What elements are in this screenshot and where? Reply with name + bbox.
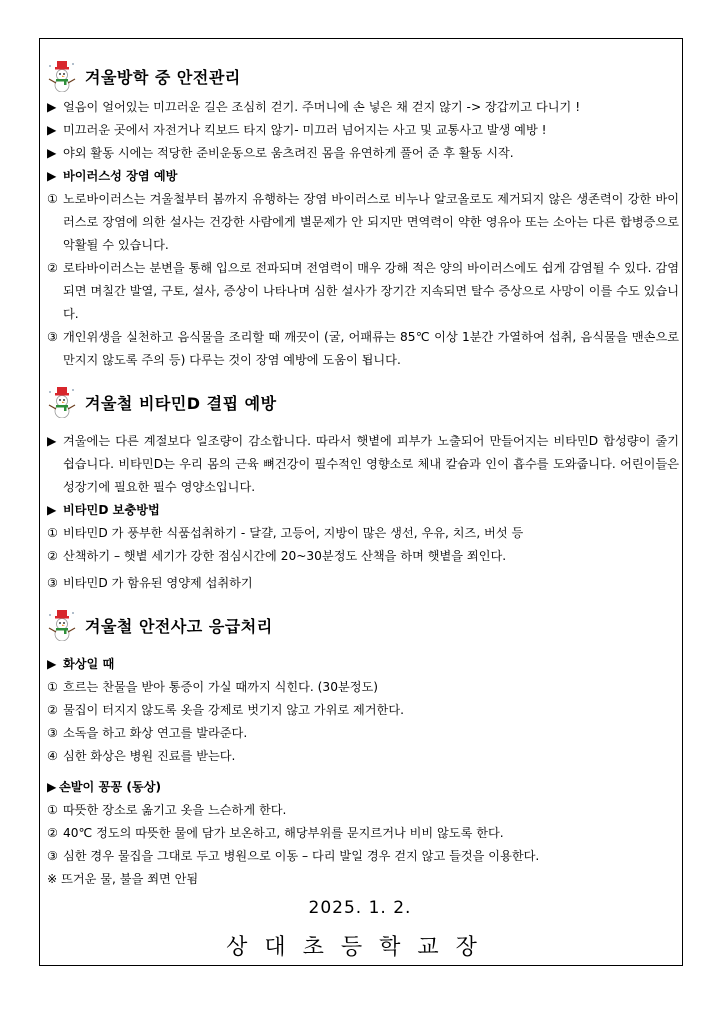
numbered-item	[47, 545, 679, 568]
number-marker: ③	[47, 849, 58, 863]
warning-note: ※ 뜨거운 물, 불을 쬐면 안됨	[47, 872, 199, 886]
snowman-icon	[47, 60, 77, 92]
item-text: 물집이 터지지 않도록 옷을 강제로 벗기지 않고 가위로 제거한다.	[63, 703, 404, 717]
section-title: 겨울철 안전사고 응급처리	[85, 616, 273, 636]
item-text: 따뜻한 장소로 옮기고 옷을 느슨하게 한다.	[63, 803, 287, 817]
bullet-marker: ▶	[47, 434, 57, 448]
subheading-text: 바이러스성 장염 예방	[63, 169, 178, 183]
numbered-item	[47, 799, 679, 822]
numbered-item	[47, 845, 679, 868]
number-marker: ②	[47, 703, 58, 717]
item-text: 40℃ 정도의 따뜻한 물에 담가 보온하고, 해당부위를 문지르거나 비비 않도록 한다.	[63, 826, 504, 840]
number-marker: ③	[47, 726, 58, 740]
subheading-text: 비타민D 보충방법	[63, 503, 160, 517]
bullet-text: 미끄러운 곳에서 자전거나 킥보드 타지 않기- 미끄러 넘어지는 사고 및 교통사고 발생 예방 !	[63, 123, 547, 137]
principal-signature: 상대초등학교장	[226, 935, 494, 960]
numbered-item	[47, 188, 679, 257]
numbered-item	[47, 522, 679, 545]
numbered-item	[47, 822, 679, 845]
section-vitamin-d	[47, 386, 679, 418]
bullet-marker: ▶	[47, 657, 57, 671]
subheading	[47, 165, 679, 188]
subheading	[47, 499, 679, 522]
item-text: 노로바이러스는 겨울철부터 봄까지 유행하는 장염 바이러스로 비누나 알코올로도 제거되지 않은 생존력이 강한 바이러스로 장염에 의한 설사는 건강한 사람에게 별문제가 안 되지만 면역력이 약한 영유아 또는 소아는 다른 합병증으로 악활될 수 있습니다.	[63, 192, 679, 252]
number-marker: ①	[47, 680, 58, 694]
item-text: 흐르는 찬물을 받아 통증이 가실 때까지 식힌다. (30분정도)	[63, 680, 379, 694]
snowman-icon	[47, 609, 77, 641]
snowman-icon	[47, 386, 77, 418]
bullet-text: 겨울에는 다른 계절보다 일조량이 감소합니다. 따라서 햇볕에 피부가 노출되어 만들어지는 비타민D 합성량이 줄기 쉽습니다. 비타민D는 우리 몸의 근육 뼈건강이 필수적인 영향소로 체내 칼슘과 인이 흡수를 도와줍니다. 어린이들은 성장기에 필요한 필수 영양소입니다.	[63, 434, 679, 494]
section-title: 겨울철 비타민D 결핍 예방	[85, 393, 277, 413]
section-title: 겨울방학 중 안전관리	[85, 67, 241, 87]
bullet-item	[47, 119, 679, 142]
issue-date: 2025. 1. 2.	[308, 898, 412, 918]
bullet-marker: ▶	[47, 100, 57, 114]
numbered-item	[47, 257, 679, 326]
item-text: 심한 경우 물집을 그대로 두고 병원으로 이동 – 다리 발일 경우 걷지 않고 들것을 이용한다.	[63, 849, 540, 863]
bullet-item	[47, 430, 679, 499]
number-marker: ③	[47, 330, 58, 344]
bullet-text: 야외 활동 시에는 적당한 준비운동으로 움츠려진 몸을 유연하게 풀어 준 후 활동 시작.	[63, 146, 514, 160]
item-text: 비타민D 가 풍부한 식품섭취하기 - 달걀, 고등어, 지방이 많은 생선, 우유, 치즈, 버섯 등	[63, 526, 524, 540]
number-marker: ①	[47, 192, 58, 206]
numbered-item	[47, 722, 679, 745]
subheading-text: 화상일 때	[63, 657, 115, 671]
number-marker: ②	[47, 261, 58, 275]
numbered-item	[47, 676, 679, 699]
bullet-marker: ▶	[47, 503, 57, 517]
numbered-item	[47, 699, 679, 722]
bullet-item	[47, 142, 679, 165]
item-text: 비타민D 가 함유된 영양제 섭취하기	[63, 576, 253, 590]
number-marker: ②	[47, 826, 58, 840]
item-text: 소독을 하고 화상 연고를 발라준다.	[63, 726, 248, 740]
item-text: 로타바이러스는 분변을 통해 입으로 전파되며 전염력이 매우 강해 적은 양의 바이러스에도 쉽게 감염될 수 있다. 감염되면 며칠간 발열, 구토, 설사, 증상이 나타나며 심한 설사가 장기간 지속되면 탈수 증상으로 사망이 이를 수도 있습니다.	[63, 261, 679, 321]
numbered-item	[47, 572, 679, 595]
bullet-marker: ▶	[47, 169, 57, 183]
document-body	[47, 60, 679, 891]
numbered-item	[47, 326, 679, 372]
item-text: 심한 화상은 병원 진료를 받는다.	[63, 749, 236, 763]
number-marker: ③	[47, 576, 58, 590]
subheading-burn	[47, 653, 679, 676]
section-winter-vacation-safety	[47, 60, 679, 92]
bullet-marker: ▶	[47, 146, 57, 160]
bullet-item	[47, 96, 679, 119]
bullet-text: 얼음이 얼어있는 미끄러운 길은 조심히 걷기. 주머니에 손 넣은 채 걷지 않기 -> 장갑끼고 다니기 !	[63, 100, 581, 114]
item-text: 산책하기 – 햇볕 세기가 강한 점심시간에 20~30분정도 산책을 하며 햇볕을 쬐인다.	[63, 549, 507, 563]
bullet-marker: ▶	[47, 123, 57, 137]
number-marker: ①	[47, 803, 58, 817]
number-marker: ②	[47, 549, 58, 563]
numbered-item	[47, 745, 679, 768]
item-text: 개인위생을 실천하고 음식물을 조리할 때 깨끗이 (굴, 어패류는 85℃ 이상 1분간 가열하여 섭취, 음식물을 맨손으로 만지지 않도록 주의 등) 다루는 것이 장염 예방에 도움이 됩니다.	[63, 330, 679, 367]
number-marker: ④	[47, 749, 58, 763]
number-marker: ①	[47, 526, 58, 540]
section-first-aid	[47, 609, 679, 641]
bullet-marker: ▶	[47, 780, 57, 794]
subheading-text: 손발이 꽁꽁 (동상)	[59, 780, 162, 794]
subheading-frostbite	[47, 776, 679, 799]
